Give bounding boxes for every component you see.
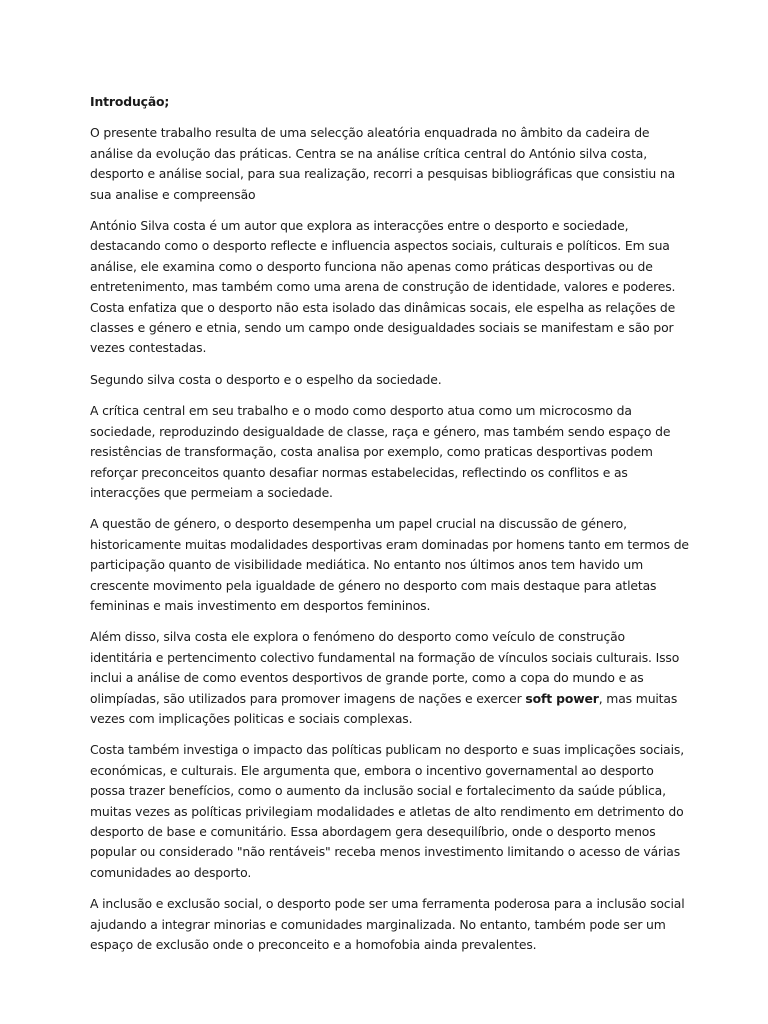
paragraph-gender: A questão de género, o desporto desempenha um papel crucial na discussão de género, historicamente muitas modalidades desportivas eram dominadas por homens tanto em termos de participação quanto de visibilidade mediática. No entanto nos últimos anos tem havido um crescente movimento pela igualdade de género no desporto com mais destaque para atletas femininas e mais investimento em desportos femininos. bbox=[90, 516, 689, 613]
paragraph-identity-tail: , mas muitas vezes com implicações politicas e sociais complexas. bbox=[90, 690, 678, 726]
paragraph-author: António Silva costa é um autor que explora as interacções entre o desporto e sociedade, destacando como o desporto reflecte e influencia aspectos sociais, culturais e políticos. Em sua análise, ele examina como o desporto funciona não apenas como práticas desportivas ou de entretenimento, mas também como uma arena de construção de identidade, valores e poderes. Costa enfatiza que o desporto não esta isolado das dinâmicas socais, ele espelha as relações de classes e género e etnia, sendo um campo onde desigualdades sociais se manifestam e são por vezes contestadas. bbox=[90, 218, 676, 356]
document-body bbox=[90, 92, 690, 966]
paragraph-identity-text: Além disso, silva costa ele explora o fenómeno do desporto como veículo de construção identitária e pertencimento colectivo fundamental na formação de vínculos sociais culturais. Isso inclui a análise de como eventos desportivos de grande porte, como a copa do mundo e as olimpíadas, são utilizados para promover imagens de nações e exercer bbox=[90, 629, 680, 706]
paragraph-identity bbox=[90, 627, 690, 729]
paragraph-critique: A crítica central em seu trabalho e o modo como desporto atua como um microcosmo da sociedade, reproduzindo desigualdade de classe, raça e género, mas também sendo espaço de resistências de transformação, costa analisa por exemplo, como praticas desportivas podem reforçar preconceitos quanto desafiar normas estabelecidas, reflectindo os conflitos e as interacções que permeiam a sociedade. bbox=[90, 403, 671, 500]
document-heading: Introdução; bbox=[90, 94, 170, 109]
paragraph-inclusion: A inclusão e exclusão social, o desporto pode ser uma ferramenta poderosa para a inclusão social ajudando a integrar minorias e comunidades marginalizada. No entanto, também pode ser um espaço de exclusão onde o preconceito e a homofobia ainda prevalentes. bbox=[90, 896, 685, 953]
soft-power-term: soft power bbox=[525, 690, 599, 706]
paragraph-intro: O presente trabalho resulta de uma selecção aleatória enquadrada no âmbito da cadeira de análise da evolução das práticas. Centra se na análise crítica central do António silva costa, desporto e análise social, para sua realização, recorri a pesquisas bibliográficas que consistiu na sua analise e compreensão bbox=[90, 125, 676, 202]
paragraph-policies: Costa também investiga o impacto das políticas publicam no desporto e suas implicações sociais, económicas, e culturais. Ele argumenta que, embora o incentivo governamental ao desporto possa trazer benefícios, como o aumento da inclusão social e fortalecimento da saúde pública, muitas vezes as políticas privilegiam modalidades e atletas de alto rendimento em detrimento do desporto de base e comunitário. Essa abordagem gera desequilíbrio, onde o desporto menos popular ou considerado "não rentáveis" receba menos investimento limitando o acesso de várias comunidades ao desporto. bbox=[90, 742, 684, 880]
paragraph-mirror: Segundo silva costa o desporto e o espelho da sociedade. bbox=[90, 371, 442, 387]
